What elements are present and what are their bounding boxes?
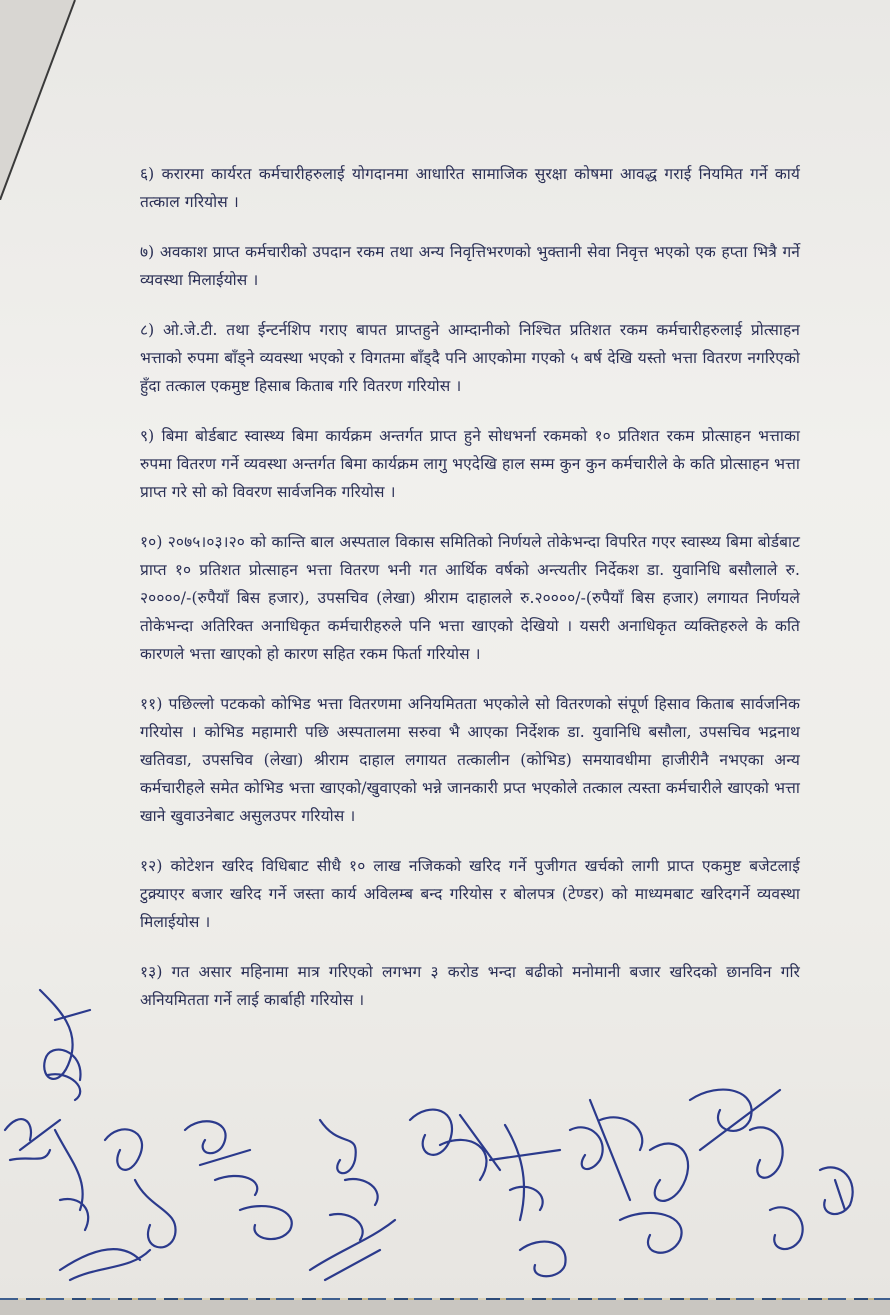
clause-13: १३) गत असार महिनामा मात्र गरिएको लगभग ३ करोड भन्दा बढीको मनोमानी बजार खरिदको छानविन गरि अनियमितता गर्ने लाई कार्बाही गरियोस । (140, 963, 800, 1009)
clause-9: ९) बिमा बोर्डबाट स्वास्थ्य बिमा कार्यक्रम अन्तर्गत प्राप्त हुने सोधभर्ना रकमको १० प्रतिशत रकम प्रोत्साहन भत्ताका रुपमा वितरण गर्ने व्यवस्था अन्तर्गत बिमा कार्यक्रम लागु भएदेखि हाल सम्म कुन कुन कर्मचारीले के कति प्रोत्साहन भत्ता प्राप्त गरे सो को विवरण सार्वजनिक गरियोस । (140, 427, 800, 501)
clause-8: ८) ओ.जे.टी. तथा ईन्टर्नशिप गराए बापत प्राप्तहुने आम्दानीको निश्चित प्रतिशत रकम कर्मचारीहरुलाई प्रोत्साहन भत्ताको रुपमा बाँड्ने व्यवस्था भएको र विगतमा बाँड्दै पनि आएकोमा गएको ५ बर्ष देखि यस्तो भत्ता वितरण नगरिएको हुँदा तत्काल एकमुष्ट हिसाब किताब गरि वितरण गरियोस । (140, 321, 800, 395)
clause-11: ११) पछिल्लो पटकको कोभिड भत्ता वितरणमा अनियमितता भएकोले सो वितरणको संपूर्ण हिसाव किताब सार्वजनिक गरियोस । कोभिड महामारी पछि अस्पतालमा सरुवा भै आएका निर्देशक डा. युवानिधि बसौला, उपसचिव भद्रनाथ खतिवडा, उपसचिव (लेखा) श्रीराम दाहाल लगायत तत्कालीन (कोभिड) समयावधीमा हाजीरीनै नभएका अन्य कर्मचारीहले समेत कोभिड भत्ता खाएको/खुवाएको भन्ने जानकारी प्रप्त भएकोले तत्काल त्यस्ता कर्मचारीले खाएको भत्ता खाने खुवाउनेबाट असुलउपर गरियोस । (140, 695, 800, 825)
document-body (140, 160, 800, 1036)
signature-7 (570, 1100, 642, 1200)
signature-2 (60, 1129, 176, 1280)
signature-3 (185, 1121, 292, 1239)
page-fold-shadow (0, 0, 120, 200)
signature-margin (40, 990, 90, 1100)
signature-1 (5, 1119, 88, 1230)
clause-12: १२) कोटेशन खरिद विधिबाट सीधै १० लाख नजिकको खरिद गर्ने पुजीगत खर्चको लागी प्राप्त एकमुष्ट बजेटलाई टुक्र्याएर बजार खरिद गर्ने जस्ता कार्य अविलम्ब बन्द गरियोस र बोलपत्र (टेण्डर) को माध्यमबाट खरिदगर्ने व्यवस्था मिलाईयोस । (140, 857, 800, 931)
bottom-edge-pattern (0, 1298, 890, 1300)
clause-7: ७) अवकाश प्राप्त कर्मचारीको उपदान रकम तथा अन्य निवृत्तिभरणको भुक्तानी सेवा निवृत्त भएको एक हप्ता भित्रै गर्ने व्यवस्था मिलाईयोस । (140, 243, 800, 289)
signature-9 (750, 1127, 853, 1249)
signature-8 (620, 1090, 780, 1253)
clause-6: ६) करारमा कार्यरत कर्मचारीहरुलाई योगदानमा आधारित सामाजिक सुरक्षा कोषमा आवद्ध गराई नियमित गर्ने कार्य तत्काल गरियोस । (140, 165, 800, 211)
signature-6 (490, 1125, 566, 1276)
signatures-area (0, 980, 890, 1300)
clause-10: १०) २०७५।०३।२० को कान्ति बाल अस्पताल विकास समितिको निर्णयले तोकेभन्दा विपरित गएर स्वास्थ्य बिमा बोर्डबाट प्राप्त १० प्रतिशत प्रोत्साहन भत्ता वितरण भनी गत आर्थिक वर्षको अन्त्यतीर निर्देकश डा. युवानिधि बसौलाले रु. २००००/-(रुपैयाँ बिस हजार), उपसचिव (लेखा) श्रीराम दाहालले रु.२००००/-(रुपैयाँ बिस हजार) लगायत निर्णयले तोकेभन्दा अतिरिक्त अनाधिकृत कर्मचारीहरुले पनि भत्ता खाएको देखियो । यसरी अनाधिकृत व्यक्तिहरुले के कति कारणले भत्ता खाएको हो कारण सहित रकम फिर्ता गरियोस । (140, 533, 800, 663)
signature-4 (310, 1120, 395, 1280)
signature-5 (410, 1110, 500, 1180)
